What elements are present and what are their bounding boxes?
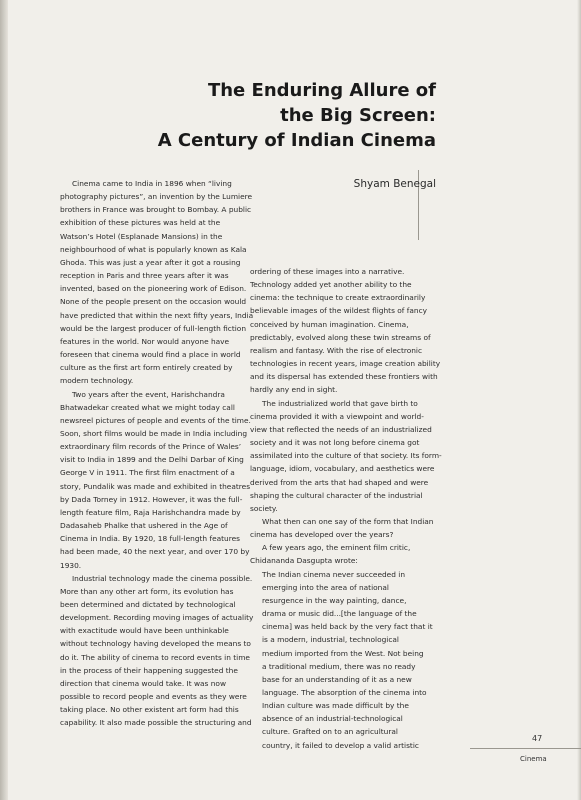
text-line: language, idiom, vocabulary, and aesthetics were [250, 464, 435, 474]
title-line-1: The Enduring Allure of [207, 80, 436, 101]
text-line: country, it failed to develop a valid artistic [262, 740, 419, 750]
text-line: resurgence in the way painting, dance, [262, 595, 407, 605]
text-line: Chidananda Dasgupta wrote: [250, 556, 358, 566]
text-line: capability. It also made possible the structuring and [60, 718, 252, 728]
text-line: and its dispersal has extended these frontiers with [250, 372, 438, 382]
text-line: without technology having developed the means to [60, 639, 251, 649]
text-line: with exactitude would have been unthinkable [60, 626, 229, 636]
text-line: newsreel pictures of people and events of the time. [60, 415, 251, 425]
section-label: Cinema [520, 755, 547, 763]
text-line: cinema has developed over the years? [250, 530, 394, 540]
text-line: extraordinary film records of the Prince of Wales’ [60, 442, 242, 452]
text-line: technologies in recent years, image creation ability [250, 359, 441, 369]
text-line: The Indian cinema never succeeded in [262, 569, 406, 579]
text-line: length feature film, Raja Harishchandra made by [60, 507, 241, 517]
text-line: None of the people present on the occasion would [60, 297, 247, 307]
text-line: visit to India in 1899 and the Delhi Darbar of King [60, 455, 244, 465]
text-line: society. [250, 503, 278, 513]
text-line: modern technology. [60, 376, 134, 386]
text-line: do it. The ability of cinema to record events in time [60, 652, 250, 662]
text-line: Dadasaheb Phalke that ushered in the Age of [60, 521, 228, 531]
text-line: reception in Paris and three years after it was [60, 271, 229, 281]
text-line: a traditional medium, there was no ready [262, 661, 416, 671]
text-line: invented, based on the pioneering work of Edison. [60, 284, 247, 294]
text-line: neighbourhood of what is popularly known as Kala [60, 244, 247, 254]
text-line: assimilated into the culture of that society. Its form- [250, 451, 442, 461]
text-line: 1930. [60, 560, 82, 570]
text-line: What then can one say of the form that Indian [262, 516, 434, 526]
text-line: taking place. No other existent art form had this [60, 705, 239, 715]
text-line: absence of an industrial-technological [262, 714, 403, 724]
text-line: language. The absorption of the cinema into [262, 688, 427, 697]
title-line-3: A Century of Indian Cinema [157, 130, 436, 151]
text-line: hardly any end in sight. [250, 385, 338, 395]
text-line: features in the world. Nor would anyone have [60, 336, 230, 346]
text-line: view that reflected the needs of an industrialized [250, 424, 432, 434]
text-line: The industrialized world that gave birth to [262, 398, 418, 408]
text-line: Two years after the event, Harishchandra [72, 389, 225, 399]
text-line: conceived by human imagination. Cinema, [250, 319, 409, 329]
text-line: realism and fantasy. With the rise of electronic [250, 345, 423, 355]
text-line: direction that cinema would take. It was now [60, 678, 227, 688]
text-line: cinema: the technique to create extraordinarily [250, 293, 426, 303]
text-line: is a modern, industrial, technological [262, 635, 399, 645]
text-line: society and it was not long before cinema got [250, 438, 420, 448]
text-line: cinema] was held back by the very fact that it [262, 622, 433, 632]
text-line: cinema provided it with a viewpoint and world- [250, 411, 424, 421]
text-line: More than any other art form, its evolution has [60, 586, 234, 596]
text-line: had been made, 40 the next year, and over 170 by [60, 547, 250, 557]
body-column-1 [60, 177, 265, 730]
text-line: George V in 1911. The first film enactment of a [60, 468, 235, 478]
text-line: drama or music did...[the language of the [262, 609, 417, 619]
text-line: A few years ago, the eminent film critic, [262, 543, 411, 553]
page-number: 47 [532, 734, 543, 743]
text-line: been determined and dictated by technological [60, 600, 236, 609]
text-line: brothers in France was brought to Bombay. A public [60, 205, 252, 215]
text-line: story, Pundalik was made and exhibited in theatres [60, 481, 251, 491]
author-name: Shyam Benegal [353, 178, 436, 190]
text-line: Indian culture was made difficult by the [262, 701, 409, 711]
text-line: Bhatwadekar created what we might today call [60, 402, 235, 412]
text-line: foreseen that cinema would find a place in world [60, 350, 241, 360]
text-line: would be the largest producer of full-length fiction [60, 323, 247, 333]
text-line: derived from the arts that had shaped and were [250, 477, 429, 487]
text-line: in the process of their happening suggested the [60, 665, 238, 675]
text-line: Technology added yet another ability to the [250, 280, 412, 290]
footer-divider [470, 748, 581, 749]
text-line: Soon, short films would be made in India including [60, 428, 248, 438]
text-line: have predicted that within the next fifty years, India [60, 310, 254, 320]
text-line: development. Recording moving images of actuality [60, 613, 254, 623]
title-line-2: the Big Screen: [280, 105, 436, 126]
text-line: possible to record people and events as they were [60, 692, 247, 702]
text-line: Watson’s Hotel (Esplanade Mansions) in the [60, 231, 223, 241]
text-line: by Dada Torney in 1912. However, it was the full- [60, 494, 243, 504]
article-title [76, 78, 436, 153]
text-line: base for an understanding of it as a new [262, 674, 412, 684]
text-line: believable images of the wildest flights of fancy [250, 306, 427, 316]
text-line: Ghoda. This was just a year after it got a rousing [60, 257, 241, 267]
text-line: culture. Grafted on to an agricultural [262, 727, 398, 737]
text-line: exhibition of these pictures was held at the [60, 218, 221, 228]
text-line: shaping the cultural character of the industrial [250, 490, 423, 500]
text-line: ordering of these images into a narrative. [250, 267, 405, 276]
text-line: culture as the first art form entirely created by [60, 363, 233, 373]
page-edge-right [577, 0, 581, 800]
text-line: predictably, evolved along these twin streams of [250, 332, 431, 342]
text-line: Cinema came to India in 1896 when “living [72, 179, 232, 188]
text-line: Industrial technology made the cinema possible. [72, 573, 253, 583]
text-line: photography pictures”, an invention by the Lumiere [60, 192, 253, 202]
text-line: emerging into the area of national [262, 582, 389, 592]
text-line: Cinema in India. By 1920, 18 full-length features [60, 534, 240, 544]
page-edge-shadow [0, 0, 8, 800]
body-column-2 [250, 265, 465, 752]
text-line: medium imported from the West. Not being [262, 648, 424, 658]
